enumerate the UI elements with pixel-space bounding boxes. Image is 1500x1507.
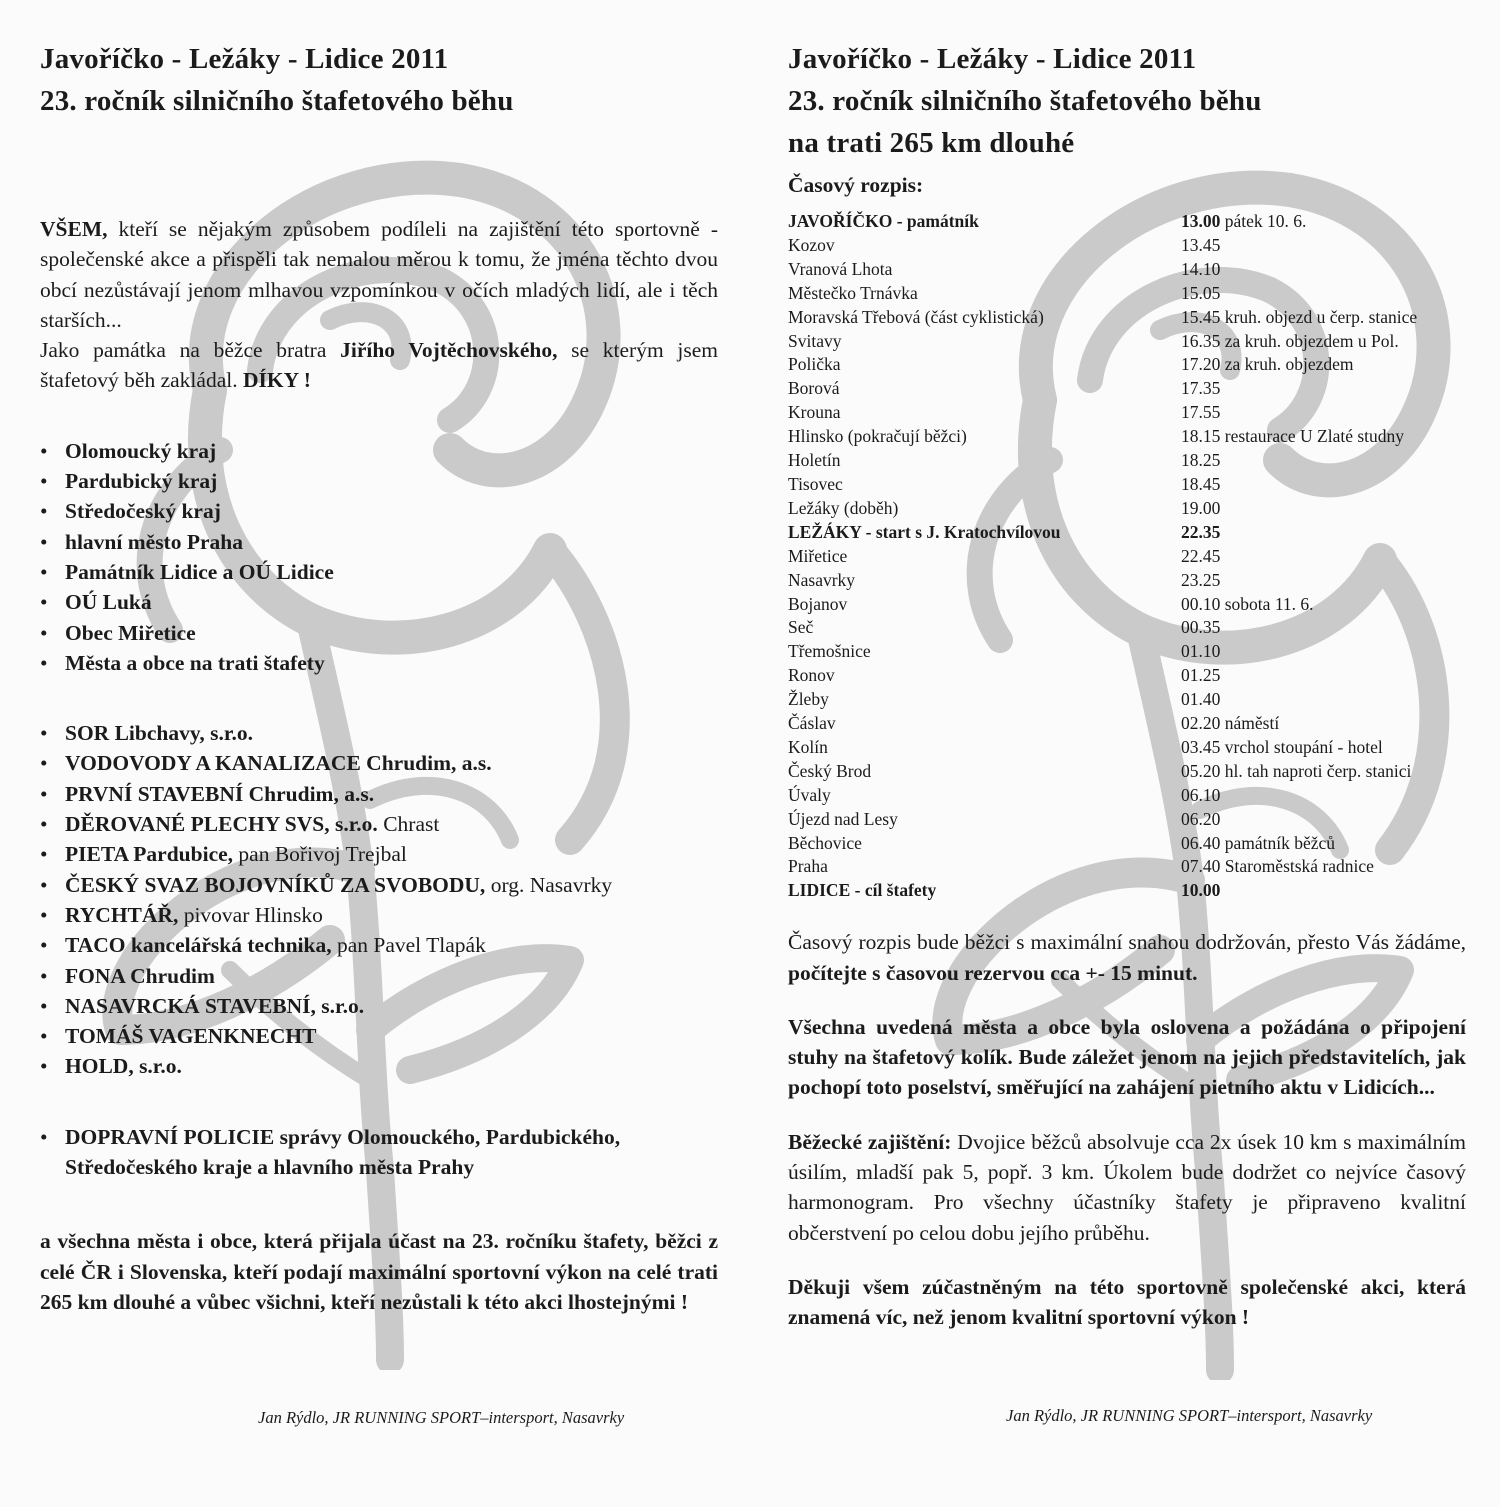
list-item-bold: ČESKÝ SVAZ BOJOVNÍKŮ ZA SVOBODU,: [65, 872, 486, 897]
schedule-time-cell: [1181, 569, 1468, 593]
schedule-note: náměstí: [1220, 713, 1280, 734]
list-item-rest: pivovar Hlinsko: [178, 902, 323, 927]
schedule-place: Tisovec: [788, 473, 843, 494]
schedule-place: Čáslav: [788, 713, 836, 734]
list-item: [40, 870, 718, 900]
schedule-time: 22.35: [1181, 521, 1221, 542]
schedule-place: Žleby: [788, 689, 829, 710]
schedule-time: 06.10: [1181, 784, 1221, 805]
table-row: [788, 593, 1468, 617]
schedule-place: Svitavy: [788, 330, 842, 351]
table-row: [788, 664, 1468, 688]
schedule-time: 00.10: [1181, 593, 1221, 614]
schedule-time-cell: [1181, 258, 1468, 282]
bullet-icon: •: [40, 499, 48, 524]
table-row: [788, 832, 1468, 856]
list-item: [40, 1051, 718, 1081]
bullet-icon: •: [40, 1124, 48, 1149]
schedule-time-cell: [1181, 616, 1468, 640]
list-item-bold: PIETA Pardubice,: [65, 842, 234, 867]
list-item-rest: pan Bořivoj Trejbal: [233, 842, 407, 867]
bullet-icon: •: [40, 721, 48, 746]
schedule-note: restaurace U Zlaté studny: [1220, 426, 1405, 447]
schedule-time: 01.40: [1181, 689, 1221, 710]
list-item-bold: RYCHTÁŘ,: [65, 902, 179, 927]
list-item-bold: VODOVODY A KANALIZACE Chrudim, a.s.: [65, 751, 492, 776]
list-item-rest: Chrast: [377, 812, 440, 837]
table-row: [788, 282, 1468, 306]
schedule-time-cell: [1181, 760, 1468, 784]
schedule-time: 15.05: [1181, 282, 1221, 303]
schedule-time: 05.20: [1181, 760, 1221, 781]
schedule-place: LEŽÁKY - start s J. Kratochvílovou: [788, 521, 1061, 542]
list-item: [40, 1021, 718, 1051]
schedule-note: [788, 927, 1466, 988]
table-row: [788, 521, 1468, 545]
left-title-line1: Javoříčko - Ležáky - Lidice 2011: [40, 43, 449, 75]
left-page: [40, 38, 718, 1317]
table-row: [788, 760, 1468, 784]
schedule-place: Běchovice: [788, 832, 862, 853]
schedule-place: LIDICE - cíl štafety: [788, 880, 937, 901]
intro-paragraph: [40, 214, 718, 335]
schedule-time: 07.40: [1181, 856, 1221, 877]
table-row: [788, 306, 1468, 330]
thanks-note: Děkuji všem zúčastněným na této sportovně společenské akci, která znamená víc, než jenom kvalitní sportovní výkon !: [788, 1274, 1466, 1330]
schedule-time-cell: [1181, 401, 1468, 425]
sponsor-list-companies: [40, 718, 718, 1082]
table-row: [788, 258, 1468, 282]
schedule-time-cell: [1181, 736, 1468, 760]
schedule-time-cell: [1181, 449, 1468, 473]
table-row: [788, 855, 1468, 879]
list-item: [40, 1122, 718, 1183]
table-row: [788, 497, 1468, 521]
intro-paragraph-2: [40, 335, 718, 396]
bullet-icon: •: [40, 872, 48, 897]
list-item-bold: SOR Libchavy, s.r.o.: [65, 721, 253, 746]
schedule-place: Třemošnice: [788, 641, 871, 662]
list-item-bold: Města a obce na trati štafety: [65, 650, 325, 675]
list-item-bold: HOLD, s.r.o.: [65, 1054, 182, 1079]
list-item: [40, 496, 718, 526]
schedule-time: 22.45: [1181, 545, 1221, 566]
schedule-time-cell: [1181, 688, 1468, 712]
list-item-bold: OÚ Luká: [65, 590, 152, 615]
schedule-note: kruh. objezd u čerp. stanice: [1220, 306, 1418, 327]
list-item-bold: Olomoucký kraj: [65, 438, 217, 463]
schedule-time: 19.00: [1181, 497, 1221, 518]
schedule-place: Borová: [788, 378, 840, 399]
schedule-place: Nasavrky: [788, 569, 856, 590]
left-title-line2: 23. ročník silničního štafetového běhu: [40, 85, 514, 117]
bullet-icon: •: [40, 559, 48, 584]
schedule-time-cell: [1181, 377, 1468, 401]
schedule-note: sobota 11. 6.: [1220, 593, 1314, 614]
list-item-bold: Pardubický kraj: [65, 469, 218, 494]
sponsor-list-regions: [40, 436, 718, 678]
sponsor-list-police: [40, 1122, 718, 1183]
list-item-bold: DOPRAVNÍ POLICIE správy Olomouckého, Pardubického, Středočeského kraje a hlavního města Prahy: [65, 1124, 621, 1180]
list-item: [40, 900, 718, 930]
list-item-rest: pan Pavel Tlapák: [331, 933, 486, 958]
left-signature: Jan Rýdlo, JR RUNNING SPORT–intersport, Nasavrky: [258, 1408, 625, 1427]
bullet-icon: •: [40, 1054, 48, 1079]
schedule-place: Krouna: [788, 402, 841, 423]
closing-paragraph: a všechna města i obce, která přijala účast na 23. ročníku štafety, běžci z celé ČR i Slovenska, kteří podají maximální sportovní výkon na celé trati 265 km dlouhé a vůbec všichni, kteří nezůstali k této akci lhostejnými !: [40, 1229, 718, 1314]
bullet-icon: •: [40, 438, 48, 463]
table-row: [788, 210, 1468, 234]
table-row: [788, 473, 1468, 497]
schedule-place: Polička: [788, 354, 841, 375]
intro2-name: Jiřího Vojtěchovského,: [340, 338, 558, 363]
list-item: [40, 961, 718, 991]
list-item: [40, 618, 718, 648]
list-item: [40, 436, 718, 466]
schedule-time: 18.15: [1181, 426, 1221, 447]
schedule-time-cell: [1181, 330, 1468, 354]
list-item: [40, 779, 718, 809]
schedule-time: 02.20: [1181, 713, 1221, 734]
schedule-time: 17.35: [1181, 378, 1221, 399]
schedule-time-cell: [1181, 879, 1468, 903]
right-signature: Jan Rýdlo, JR RUNNING SPORT–intersport, Nasavrky: [1006, 1406, 1373, 1425]
schedule-place: Bojanov: [788, 593, 848, 614]
table-row: [788, 449, 1468, 473]
list-item-bold: Obec Miřetice: [65, 620, 196, 645]
schedule-place: Městečko Trnávka: [788, 282, 918, 303]
schedule-note: za kruh. objezdem: [1220, 354, 1354, 375]
bullet-icon: •: [40, 590, 48, 615]
table-row: [788, 688, 1468, 712]
bullet-icon: •: [40, 469, 48, 494]
schedule-time: 17.20: [1181, 354, 1221, 375]
ribbon-note: Všechna uvedená města a obce byla oslovena a požádána o připojení stuhy na štafetový kolík. Bude záležet jenom na jejich představitelích, jak pochopí toto poselství, směřující na zahájení pietního aktu v Lidicích...: [788, 1014, 1466, 1100]
schedule-time-cell: [1181, 425, 1468, 449]
list-item: [40, 718, 718, 748]
table-row: [788, 616, 1468, 640]
schedule-time: 01.10: [1181, 641, 1221, 662]
schedule-note: za kruh. objezdem u Pol.: [1220, 330, 1399, 351]
table-row: [788, 569, 1468, 593]
table-row: [788, 712, 1468, 736]
table-row: [788, 640, 1468, 664]
schedule-place: Kozov: [788, 234, 835, 255]
schedule-time-cell: [1181, 282, 1468, 306]
schedule-place: Český Brod: [788, 760, 872, 781]
schedule-place: Kolín: [788, 736, 828, 757]
schedule-time-cell: [1181, 545, 1468, 569]
list-item: [40, 748, 718, 778]
schedule-time-cell: [1181, 497, 1468, 521]
schedule-time: 06.40: [1181, 832, 1221, 853]
schedule-note: hl. tah naproti čerp. stanici: [1220, 760, 1412, 781]
list-item-bold: hlavní město Praha: [65, 529, 243, 554]
schedule-place: Úvaly: [788, 784, 831, 805]
schedule-place: Ronov: [788, 665, 835, 686]
list-item: [40, 930, 718, 960]
schedule-time-cell: [1181, 640, 1468, 664]
schedule-place: Miřetice: [788, 545, 848, 566]
table-row: [788, 401, 1468, 425]
table-row: [788, 879, 1468, 903]
list-item: [40, 527, 718, 557]
schedule-table: [788, 210, 1468, 903]
schedule-note: Staroměstská radnice: [1220, 856, 1374, 877]
bullet-icon: •: [40, 993, 48, 1018]
schedule-time-cell: [1181, 234, 1468, 258]
schedule-time-cell: [1181, 855, 1468, 879]
table-row: [788, 784, 1468, 808]
schedule-time: 00.35: [1181, 617, 1221, 638]
right-title-line3: na trati 265 km dlouhé: [788, 127, 1075, 159]
runner-note-text: Dvojice běžců absolvuje cca 2x úsek 10 km s maximálním úsilím, mladší pak 5, popř. 3 km. Úkolem bude dodržet co nejvíce časový harmonogram. Pro všechny účastníky štafety je připraveno kvalitní občerstvení po celou dobu jejího průběhu.: [788, 1129, 1467, 1245]
schedule-time-cell: [1181, 808, 1468, 832]
schedule-place: Praha: [788, 856, 828, 877]
bullet-icon: •: [40, 529, 48, 554]
schedule-time-cell: [1181, 353, 1468, 377]
schedule-time-cell: [1181, 832, 1468, 856]
schedule-time-cell: [1181, 210, 1468, 234]
intro2-pre: Jako památka na běžce bratra: [40, 338, 341, 363]
table-row: [788, 736, 1468, 760]
schedule-place: Moravská Třebová (část cyklistická): [788, 306, 1044, 327]
list-item: [40, 587, 718, 617]
schedule-place: Holetín: [788, 450, 841, 471]
table-row: [788, 330, 1468, 354]
schedule-time: 13.00: [1181, 211, 1221, 231]
list-item: [40, 466, 718, 496]
bullet-icon: •: [40, 812, 48, 837]
intro-text: kteří se nějakým způsobem podíleli na zajištění této sportovně - společenské akce a přispěli tak nemalou měrou k tomu, že jména těchto dvou obcí nezůstávají jenom mlhavou vzpomínkou v očích mladých lidí, ale i těch starších...: [40, 217, 718, 332]
schedule-time-cell: [1181, 473, 1468, 497]
list-item: [40, 809, 718, 839]
right-title-line2: 23. ročník silničního štafetového běhu: [788, 85, 1262, 117]
schedule-time: 18.45: [1181, 473, 1221, 494]
bullet-icon: •: [40, 781, 48, 806]
schedule-note-text: Časový rozpis bude běžci s maximální snahou dodržován, přesto Vás žádáme,: [788, 930, 1466, 955]
bullet-icon: •: [40, 751, 48, 776]
list-item-bold: TOMÁŠ VAGENKNECHT: [65, 1024, 317, 1049]
schedule-note: vrchol stoupání - hotel: [1220, 736, 1383, 757]
intro-bold: VŠEM,: [40, 217, 108, 241]
table-row: [788, 234, 1468, 258]
table-row: [788, 545, 1468, 569]
list-item: [40, 648, 718, 678]
list-item: [40, 839, 718, 869]
schedule-note: památník běžců: [1220, 832, 1336, 853]
schedule-time: 16.35: [1181, 330, 1221, 351]
list-item-bold: FONA Chrudim: [65, 963, 215, 988]
list-item-bold: TACO kancelářská technika,: [65, 933, 332, 958]
schedule-time: 03.45: [1181, 736, 1221, 757]
table-row: [788, 353, 1468, 377]
schedule-time: 23.25: [1181, 569, 1221, 590]
bullet-icon: •: [40, 620, 48, 645]
bullet-icon: •: [40, 842, 48, 867]
bullet-icon: •: [40, 650, 48, 675]
schedule-place: Újezd nad Lesy: [788, 808, 898, 829]
schedule-place: Seč: [788, 617, 814, 638]
list-item: [40, 557, 718, 587]
intro2-thanks: DÍKY !: [242, 368, 311, 393]
schedule-time-cell: [1181, 784, 1468, 808]
schedule-time: 13.45: [1181, 234, 1221, 255]
list-item-bold: Středočeský kraj: [65, 499, 221, 524]
runner-note-bold: Běžecké zajištění:: [788, 1129, 952, 1154]
schedule-place: Ležáky (doběh): [788, 497, 899, 518]
schedule-time-cell: [1181, 593, 1468, 617]
list-item: [40, 991, 718, 1021]
schedule-time: 18.25: [1181, 450, 1221, 471]
schedule-time: 06.20: [1181, 808, 1221, 829]
list-item-bold: DĚROVANÉ PLECHY SVS, s.r.o.: [65, 812, 378, 837]
schedule-time: 14.10: [1181, 258, 1221, 279]
table-row: [788, 425, 1468, 449]
table-row: [788, 808, 1468, 832]
schedule-time-cell: [1181, 521, 1468, 545]
schedule-note-bold: počítejte s časovou rezervou cca +- 15 minut.: [788, 960, 1198, 985]
schedule-place: Vranová Lhota: [788, 258, 893, 279]
list-item-bold: Památník Lidice a OÚ Lidice: [65, 559, 334, 584]
intro2-mid: se kterým jsem štafetový běh zakládal.: [40, 338, 718, 393]
schedule-time: 01.25: [1181, 665, 1221, 686]
schedule-time-cell: [1181, 712, 1468, 736]
schedule-place: Hlinsko (pokračují běžci): [788, 426, 967, 447]
bullet-icon: •: [40, 902, 48, 927]
right-title-line1: Javoříčko - Ležáky - Lidice 2011: [788, 43, 1197, 75]
schedule-time-cell: [1181, 664, 1468, 688]
table-row: [788, 377, 1468, 401]
schedule-note: pátek 10. 6.: [1220, 211, 1307, 231]
runner-note: [788, 1127, 1466, 1248]
right-page: [788, 38, 1466, 1333]
schedule-time: 15.45: [1181, 306, 1221, 327]
list-item-rest: org. Nasavrky: [485, 872, 613, 897]
schedule-time: 10.00: [1181, 880, 1221, 901]
schedule-time-cell: [1181, 306, 1468, 330]
list-item-bold: NASAVRCKÁ STAVEBNÍ, s.r.o.: [65, 993, 365, 1018]
schedule-title: Časový rozpis:: [788, 173, 924, 197]
bullet-icon: •: [40, 933, 48, 958]
schedule-time: 17.55: [1181, 402, 1221, 423]
bullet-icon: •: [40, 963, 48, 988]
bullet-icon: •: [40, 1024, 48, 1049]
list-item-bold: PRVNÍ STAVEBNÍ Chrudim, a.s.: [65, 781, 375, 806]
schedule-place: JAVOŘÍČKO - památník: [788, 211, 979, 231]
